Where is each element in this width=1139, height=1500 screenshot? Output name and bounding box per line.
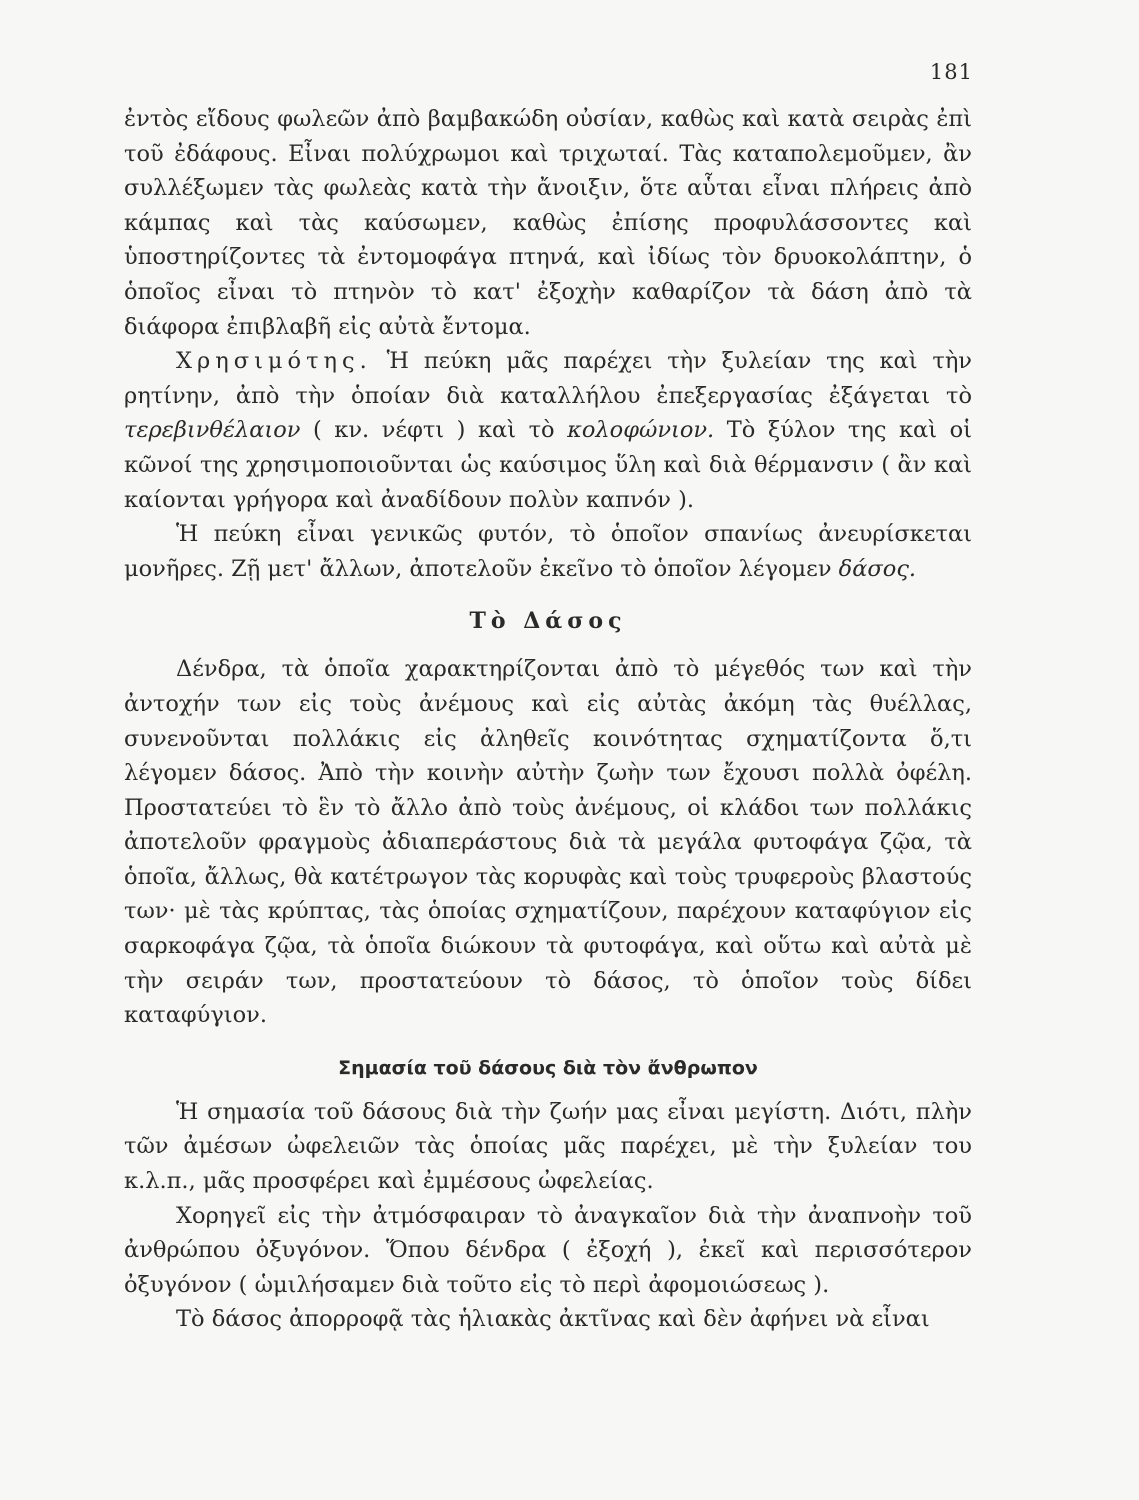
rosin-term: κολοφώνιον. bbox=[567, 417, 715, 444]
paragraph-oxygen: Χορηγεῖ εἰς τὴν ἀτμόσφαιραν τὸ ἀναγκαῖον διὰ τὴν ἀναπνοὴν τοῦ ἀνθρώπου ὀξυγόνον. Ὅπου δένδρα ( ἐξοχή ), ἐκεῖ καὶ περισσότερον ὀξυγόνον ( ὡμιλήσαμεν διὰ τοῦτο εἰς τὸ περὶ ἀφομοιώσεως ). bbox=[124, 1202, 972, 1298]
pine-community-text: Ἡ πεύκη εἶναι γενικῶς φυτόν, τὸ ὁποῖον σπανίως ἀνευρίσκεται μονῆρες. Ζῇ μετ' ἄλλων, ἀποτελοῦν ἐκεῖνο τὸ ὁποῖον λέγομεν bbox=[124, 521, 972, 582]
paragraph-pine-community bbox=[124, 517, 972, 586]
paragraph-pests: ἐντὸς εἴδους φωλεῶν ἀπὸ βαμβακώδη οὐσίαν, καθὼς καὶ κατὰ σειρὰς ἐπὶ τοῦ ἐδάφους. Εἶναι πολύχρωμοι καὶ τριχωταί. Τὰς καταπολεμοῦμεν, ἂν συλλέξωμεν τὰς φωλεὰς κατὰ τὴν ἄνοιξιν, ὅτε αὗται εἶναι πλήρεις ἀπὸ κάμπας καὶ τὰς καύσωμεν, καθὼς ἐπίσης προφυλάσσοντες καὶ ὑποστηρίζοντες τὰ ἐντομοφάγα πτηνά, καὶ ἰδίως τὸν δρυοκολάπτην, ὁ ὁποῖος εἶναι τὸ πτηνὸν τὸ κατ' ἐξοχὴν καθαρίζον τὰ δάση ἀπὸ τὰ διάφορα ἐπιβλαβῆ εἰς αὐτὰ ἔντομα. bbox=[124, 106, 972, 340]
forest-term: δάσος. bbox=[838, 555, 917, 582]
section-heading-forest: Τὸ Δάσος bbox=[469, 608, 627, 635]
usefulness-text-3: Τὸ ξύλον της καὶ οἱ κῶνοί της χρησιμοποιοῦνται ὡς καύσιμος ὕλη καὶ διὰ θέρμανσιν ( ἂν καὶ καίονται γρήγορα καὶ ἀναδίδουν πολὺν καπνόν ). bbox=[124, 417, 972, 513]
usefulness-lead: Χρησιμότης. bbox=[176, 348, 372, 375]
paragraph-usefulness bbox=[124, 344, 972, 517]
turpentine-term: τερεβινθέλαιον bbox=[124, 417, 301, 444]
paragraph-sunlight: Τὸ δάσος ἀπορροφᾷ τὰς ἡλιακὰς ἀκτῖνας καὶ δὲν ἀφήνει νὰ εἶναι bbox=[176, 1306, 930, 1333]
paragraph-importance: Ἡ σημασία τοῦ δάσους διὰ τὴν ζωήν μας εἶναι μεγίστη. Διότι, πλὴν τῶν ἀμέσων ὠφελειῶν τὰς ὁποίας μᾶς παρέχει, μὲ τὴν ξυλείαν του κ.λ.π., μᾶς προσφέρει καὶ ἐμμέσους ὠφελείας. bbox=[124, 1098, 972, 1195]
section-heading-importance: Σημασία τοῦ δάσους διὰ τὸν ἄνθρωπον bbox=[338, 1056, 758, 1079]
usefulness-text-2: ( κν. νέφτι ) καὶ τὸ bbox=[300, 417, 568, 444]
page-content bbox=[124, 102, 972, 1337]
paragraph-forest: Δένδρα, τὰ ὁποῖα χαρακτηρίζονται ἀπὸ τὸ μέγεθός των καὶ τὴν ἀντοχήν των εἰς τοὺς ἀνέμους καὶ εἰς αὐτὰς ἀκόμη τὰς θυέλλας, συνενοῦνται πολλάκις εἰς ἀληθεῖς κοινότητας σχηματίζοντα ὅ,τι λέγομεν δάσος. Ἀπὸ τὴν κοινὴν αὐτὴν ζωὴν των ἔχουσι πολλὰ ὀφέλη. Προστατεύει τὸ ἓν τὸ ἄλλο ἀπὸ τοὺς ἀνέμους, οἱ κλάδοι των πολλάκις ἀποτελοῦν φραγμοὺς ἀδιαπεράστους διὰ τὰ μεγάλα φυτοφάγα ζῷα, τὰ ὁποῖα, ἄλλως, θὰ κατέτρωγον τὰς κορυφὰς καὶ τοὺς τρυφεροὺς βλαστούς των· μὲ τὰς κρύπτας, τὰς ὁποίας σχηματίζουν, παρέχουν καταφύγιον εἰς σαρκοφάγα ζῷα, τὰ ὁποῖα διώκουν τὰ φυτοφάγα, καὶ οὕτω καὶ αὐτὰ μὲ τὴν σειράν των, προστατεύουν τὸ δάσος, τὸ ὁποῖον τοὺς δίδει καταφύγιον. bbox=[124, 656, 972, 1029]
usefulness-text-1: Ἡ πεύκη μᾶς παρέχει τὴν ξυλείαν της καὶ τὴν ρητίνην, ἀπὸ τὴν ὁποίαν διὰ καταλλήλου ἐπεξεργασίας ἐξάγεται τὸ bbox=[124, 348, 972, 409]
page-number: 181 bbox=[929, 60, 973, 84]
